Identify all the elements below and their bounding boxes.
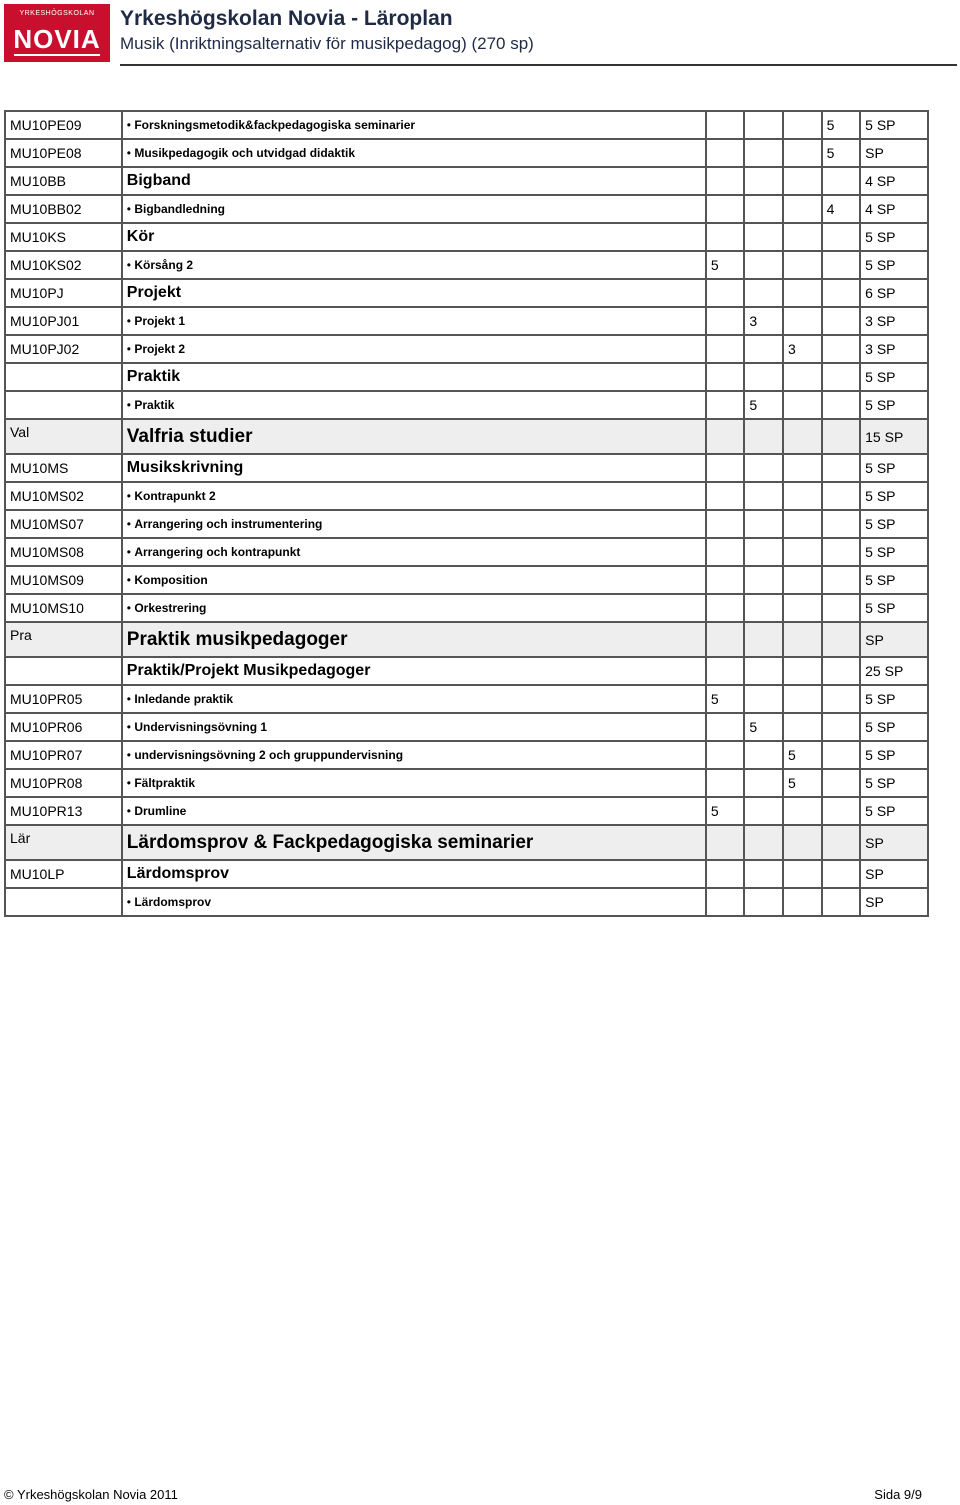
period-3-cell [783,279,822,307]
logo-big-text: NOVIA [13,24,101,54]
course-name-cell: • Körsång 2 [122,251,706,279]
course-name-cell: Praktik musikpedagoger [122,622,706,657]
period-4-cell [822,363,861,391]
subcourse-row [5,510,928,538]
period-1-cell [706,594,745,622]
course-code-cell [5,391,122,419]
course-name-cell: • Undervisningsövning 1 [122,713,706,741]
period-4-cell [822,391,861,419]
period-3-cell [783,251,822,279]
period-1-cell [706,363,745,391]
subcourse-row [5,797,928,825]
course-row [5,860,928,888]
curriculum-table [4,110,929,917]
course-code-cell: MU10PJ [5,279,122,307]
logo-underline [14,54,100,56]
period-1-cell [706,482,745,510]
period-4-cell [822,279,861,307]
course-code-cell: MU10MS [5,454,122,482]
page-subtitle: Musik (Inriktningsalternativ för musikpedagog) (270 sp) [120,34,534,53]
course-code-cell: MU10MS07 [5,510,122,538]
credits-cell: 5 SP [860,223,928,251]
period-2-cell [744,139,783,167]
credits-cell: 5 SP [860,482,928,510]
credits-cell: 6 SP [860,279,928,307]
period-2-cell [744,566,783,594]
period-4-cell [822,769,861,797]
period-2-cell [744,594,783,622]
period-4-cell [822,482,861,510]
credits-cell: SP [860,622,928,657]
novia-logo [4,4,110,62]
course-code-cell: MU10LP [5,860,122,888]
period-4-cell [822,713,861,741]
period-4-cell [822,622,861,657]
period-2-cell [744,419,783,454]
period-2-cell [744,167,783,195]
page-title: Yrkeshögskolan Novia - Läroplan [120,7,453,30]
course-name-cell: • Arrangering och kontrapunkt [122,538,706,566]
course-row [5,223,928,251]
period-2-cell [744,223,783,251]
period-1-cell [706,167,745,195]
course-name-cell: Valfria studier [122,419,706,454]
course-name-cell: • undervisningsövning 2 och gruppundervisning [122,741,706,769]
period-4-cell [822,685,861,713]
credits-cell: 5 SP [860,111,928,139]
course-code-cell: MU10PJ02 [5,335,122,363]
period-2-cell: 3 [744,307,783,335]
credits-cell: SP [860,860,928,888]
period-3-cell [783,888,822,916]
period-4-cell [822,888,861,916]
subcourse-row [5,594,928,622]
period-3-cell [783,594,822,622]
subcourse-row [5,769,928,797]
course-name-cell: • Praktik [122,391,706,419]
subcourse-row [5,195,928,223]
footer-page-number: Sida 9/9 [874,1487,922,1502]
subcourse-row [5,888,928,916]
subcourse-row [5,251,928,279]
course-code-cell: MU10PR06 [5,713,122,741]
course-code-cell: MU10BB02 [5,195,122,223]
footer-copyright: © Yrkeshögskolan Novia 2011 [4,1487,178,1502]
subcourse-row [5,307,928,335]
course-row [5,279,928,307]
period-2-cell [744,363,783,391]
period-3-cell: 5 [783,741,822,769]
period-1-cell [706,391,745,419]
course-name-cell: • Kontrapunkt 2 [122,482,706,510]
credits-cell: SP [860,139,928,167]
period-3-cell [783,307,822,335]
credits-cell: 3 SP [860,335,928,363]
period-4-cell [822,860,861,888]
period-1-cell [706,223,745,251]
subcourse-row [5,538,928,566]
period-3-cell: 5 [783,769,822,797]
period-4-cell [822,797,861,825]
period-1-cell [706,335,745,363]
credits-cell: 4 SP [860,167,928,195]
subcourse-row [5,111,928,139]
period-3-cell [783,622,822,657]
course-name-cell: Musikskrivning [122,454,706,482]
course-name-cell: • Arrangering och instrumentering [122,510,706,538]
credits-cell: 15 SP [860,419,928,454]
course-code-cell: Pra [5,622,122,657]
course-code-cell: Val [5,419,122,454]
course-row [5,363,928,391]
course-name-cell: • Fältpraktik [122,769,706,797]
subcourse-row [5,139,928,167]
course-name-cell: • Lärdomsprov [122,888,706,916]
course-name-cell: Lärdomsprov [122,860,706,888]
credits-cell: SP [860,888,928,916]
course-code-cell: MU10KS [5,223,122,251]
course-code-cell [5,888,122,916]
period-1-cell [706,510,745,538]
course-name-cell: • Inledande praktik [122,685,706,713]
period-3-cell [783,391,822,419]
group-row [5,825,928,860]
credits-cell: 5 SP [860,251,928,279]
period-2-cell [744,825,783,860]
course-code-cell: MU10PE09 [5,111,122,139]
period-2-cell [744,454,783,482]
period-1-cell: 5 [706,685,745,713]
course-name-cell: • Forskningsmetodik&fackpedagogiska seminarier [122,111,706,139]
period-4-cell [822,657,861,685]
course-code-cell: MU10MS09 [5,566,122,594]
course-code-cell: MU10PE08 [5,139,122,167]
credits-cell: 5 SP [860,566,928,594]
course-name-cell: • Bigbandledning [122,195,706,223]
period-2-cell [744,657,783,685]
course-code-cell [5,657,122,685]
credits-cell: SP [860,825,928,860]
period-2-cell [744,622,783,657]
period-4-cell: 5 [822,111,861,139]
period-2-cell [744,538,783,566]
course-name-cell: Lärdomsprov & Fackpedagogiska seminarier [122,825,706,860]
credits-cell: 25 SP [860,657,928,685]
period-1-cell: 5 [706,797,745,825]
period-2-cell [744,888,783,916]
credits-cell: 5 SP [860,391,928,419]
course-code-cell: MU10PR05 [5,685,122,713]
period-3-cell [783,454,822,482]
credits-cell: 5 SP [860,454,928,482]
period-4-cell [822,594,861,622]
subcourse-row [5,482,928,510]
course-code-cell: MU10PR07 [5,741,122,769]
subcourse-row [5,391,928,419]
period-4-cell [822,566,861,594]
credits-cell: 5 SP [860,363,928,391]
period-1-cell [706,769,745,797]
page-header [0,0,960,68]
course-code-cell: MU10PR08 [5,769,122,797]
subcourse-row [5,713,928,741]
period-4-cell: 5 [822,139,861,167]
period-4-cell [822,251,861,279]
period-3-cell [783,419,822,454]
course-name-cell: • Projekt 2 [122,335,706,363]
course-name-cell: • Orkestrering [122,594,706,622]
course-row [5,657,928,685]
course-name-cell: • Komposition [122,566,706,594]
subcourse-row [5,335,928,363]
course-code-cell: MU10MS10 [5,594,122,622]
period-1-cell: 5 [706,251,745,279]
course-row [5,454,928,482]
period-1-cell [706,657,745,685]
period-3-cell [783,363,822,391]
period-3-cell [783,566,822,594]
period-3-cell [783,657,822,685]
curriculum-table-body [5,111,928,916]
period-2-cell [744,335,783,363]
credits-cell: 5 SP [860,685,928,713]
period-2-cell [744,741,783,769]
period-3-cell [783,223,822,251]
subcourse-row [5,741,928,769]
period-1-cell [706,279,745,307]
period-1-cell [706,741,745,769]
logo-small-text: YRKESHÖGSKOLAN [19,10,95,17]
period-2-cell [744,111,783,139]
period-3-cell [783,538,822,566]
period-1-cell [706,419,745,454]
course-code-cell: MU10MS02 [5,482,122,510]
header-divider [120,64,957,66]
course-code-cell: MU10KS02 [5,251,122,279]
period-1-cell [706,825,745,860]
period-3-cell [783,139,822,167]
course-code-cell: Lär [5,825,122,860]
course-name-cell: Kör [122,223,706,251]
credits-cell: 4 SP [860,195,928,223]
period-4-cell [822,741,861,769]
period-3-cell [783,482,822,510]
period-3-cell: 3 [783,335,822,363]
credits-cell: 5 SP [860,713,928,741]
period-4-cell [822,419,861,454]
course-name-cell: • Projekt 1 [122,307,706,335]
period-2-cell [744,860,783,888]
period-3-cell [783,167,822,195]
period-3-cell [783,797,822,825]
credits-cell: 5 SP [860,510,928,538]
period-3-cell [783,860,822,888]
period-3-cell [783,713,822,741]
course-row [5,167,928,195]
credits-cell: 5 SP [860,538,928,566]
period-1-cell [706,454,745,482]
course-name-cell: Bigband [122,167,706,195]
course-code-cell [5,363,122,391]
period-2-cell [744,769,783,797]
period-4-cell [822,825,861,860]
course-code-cell: MU10PR13 [5,797,122,825]
period-4-cell [822,510,861,538]
period-4-cell [822,538,861,566]
period-4-cell [822,307,861,335]
group-row [5,419,928,454]
period-1-cell [706,307,745,335]
course-name-cell: Praktik/Projekt Musikpedagoger [122,657,706,685]
period-2-cell: 5 [744,391,783,419]
subcourse-row [5,566,928,594]
period-1-cell [706,195,745,223]
course-code-cell: MU10PJ01 [5,307,122,335]
period-2-cell [744,510,783,538]
period-4-cell: 4 [822,195,861,223]
course-name-cell: Praktik [122,363,706,391]
period-3-cell [783,685,822,713]
period-1-cell [706,888,745,916]
course-name-cell: Projekt [122,279,706,307]
course-name-cell: • Musikpedagogik och utvidgad didaktik [122,139,706,167]
page-footer [4,1487,922,1502]
period-1-cell [706,139,745,167]
credits-cell: 3 SP [860,307,928,335]
period-2-cell [744,251,783,279]
period-1-cell [706,860,745,888]
period-2-cell [744,685,783,713]
course-code-cell: MU10MS08 [5,538,122,566]
period-3-cell [783,195,822,223]
period-2-cell [744,195,783,223]
period-1-cell [706,538,745,566]
period-4-cell [822,335,861,363]
credits-cell: 5 SP [860,797,928,825]
period-2-cell [744,482,783,510]
period-1-cell [706,713,745,741]
period-2-cell: 5 [744,713,783,741]
period-3-cell [783,510,822,538]
course-code-cell: MU10BB [5,167,122,195]
subcourse-row [5,685,928,713]
period-1-cell [706,566,745,594]
period-2-cell [744,279,783,307]
credits-cell: 5 SP [860,769,928,797]
credits-cell: 5 SP [860,741,928,769]
course-name-cell: • Drumline [122,797,706,825]
period-1-cell [706,622,745,657]
period-2-cell [744,797,783,825]
period-4-cell [822,223,861,251]
period-4-cell [822,167,861,195]
period-3-cell [783,111,822,139]
period-4-cell [822,454,861,482]
period-3-cell [783,825,822,860]
credits-cell: 5 SP [860,594,928,622]
group-row [5,622,928,657]
period-1-cell [706,111,745,139]
